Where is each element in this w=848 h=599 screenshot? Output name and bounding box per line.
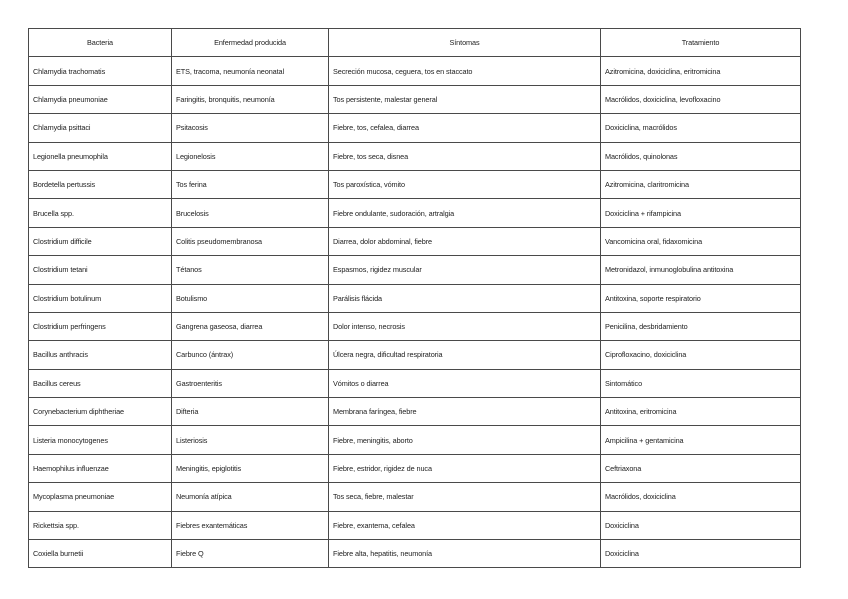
table-row [29,227,801,255]
table-row [29,454,801,482]
cell-bacteria: Clostridium tetani [29,256,172,284]
cell-enfermedad: Neumonía atípica [172,483,329,511]
cell-enfermedad: Tétanos [172,256,329,284]
cell-enfermedad: Difteria [172,398,329,426]
cell-bacteria: Chlamydia psittaci [29,114,172,142]
table-row [29,398,801,426]
cell-sintomas: Secreción mucosa, ceguera, tos en staccato [329,57,601,85]
header-bacteria: Bacteria [29,29,172,57]
cell-tratamiento: Doxiciclina [601,511,801,539]
cell-sintomas: Espasmos, rigidez muscular [329,256,601,284]
cell-bacteria: Bordetella pertussis [29,170,172,198]
cell-sintomas: Fiebre, tos seca, disnea [329,142,601,170]
header-enfermedad: Enfermedad producida [172,29,329,57]
cell-tratamiento: Ciprofloxacino, doxiciclina [601,341,801,369]
cell-tratamiento: Doxiciclina + rifampicina [601,199,801,227]
cell-bacteria: Chlamydia trachomatis [29,57,172,85]
cell-enfermedad: Gangrena gaseosa, diarrea [172,312,329,340]
table-row [29,199,801,227]
cell-sintomas: Fiebre ondulante, sudoración, artralgia [329,199,601,227]
table-body [29,57,801,568]
cell-enfermedad: Meningitis, epiglotitis [172,454,329,482]
cell-tratamiento: Azitromicina, claritromicina [601,170,801,198]
cell-sintomas: Tos paroxística, vómito [329,170,601,198]
cell-enfermedad: ETS, tracoma, neumonía neonatal [172,57,329,85]
cell-sintomas: Fiebre, meningitis, aborto [329,426,601,454]
cell-bacteria: Legionella pneumophila [29,142,172,170]
cell-sintomas: Fiebre, estridor, rigidez de nuca [329,454,601,482]
cell-tratamiento: Penicilina, desbridamiento [601,312,801,340]
cell-enfermedad: Legionelosis [172,142,329,170]
table-row [29,483,801,511]
cell-bacteria: Listeria monocytogenes [29,426,172,454]
header-tratamiento: Tratamiento [601,29,801,57]
cell-enfermedad: Fiebres exantemáticas [172,511,329,539]
header-sintomas: Síntomas [329,29,601,57]
table-row [29,114,801,142]
cell-bacteria: Clostridium perfringens [29,312,172,340]
cell-sintomas: Tos persistente, malestar general [329,85,601,113]
cell-tratamiento: Ceftriaxona [601,454,801,482]
cell-bacteria: Mycoplasma pneumoniae [29,483,172,511]
cell-sintomas: Diarrea, dolor abdominal, fiebre [329,227,601,255]
header-row [29,29,801,57]
cell-tratamiento: Doxiciclina, macrólidos [601,114,801,142]
cell-enfermedad: Gastroenteritis [172,369,329,397]
cell-bacteria: Corynebacterium diphtheriae [29,398,172,426]
table-row [29,511,801,539]
cell-bacteria: Haemophilus influenzae [29,454,172,482]
table-row [29,284,801,312]
cell-bacteria: Bacillus cereus [29,369,172,397]
cell-bacteria: Chlamydia pneumoniae [29,85,172,113]
cell-enfermedad: Brucelosis [172,199,329,227]
cell-sintomas: Parálisis flácida [329,284,601,312]
cell-enfermedad: Faringitis, bronquitis, neumonía [172,85,329,113]
cell-tratamiento: Macrólidos, quinolonas [601,142,801,170]
cell-tratamiento: Antitoxina, eritromicina [601,398,801,426]
cell-bacteria: Clostridium difficile [29,227,172,255]
table-row [29,312,801,340]
table-row [29,426,801,454]
cell-tratamiento: Antitoxina, soporte respiratorio [601,284,801,312]
cell-sintomas: Fiebre alta, hepatitis, neumonía [329,540,601,568]
cell-tratamiento: Vancomicina oral, fidaxomicina [601,227,801,255]
cell-bacteria: Coxiella burnetii [29,540,172,568]
cell-tratamiento: Metronidazol, inmunoglobulina antitoxina [601,256,801,284]
table-row [29,85,801,113]
cell-bacteria: Bacillus anthracis [29,341,172,369]
cell-sintomas: Membrana faríngea, fiebre [329,398,601,426]
table-row [29,540,801,568]
table-row [29,256,801,284]
table-row [29,142,801,170]
cell-tratamiento: Azitromicina, doxiciclina, eritromicina [601,57,801,85]
table-row [29,369,801,397]
cell-bacteria: Rickettsia spp. [29,511,172,539]
cell-enfermedad: Botulismo [172,284,329,312]
table-row [29,341,801,369]
table-header [29,29,801,57]
table-row [29,170,801,198]
bacteria-table [28,28,801,568]
cell-tratamiento: Sintomático [601,369,801,397]
cell-enfermedad: Listeriosis [172,426,329,454]
cell-enfermedad: Fiebre Q [172,540,329,568]
cell-sintomas: Fiebre, tos, cefalea, diarrea [329,114,601,142]
cell-sintomas: Dolor intenso, necrosis [329,312,601,340]
cell-enfermedad: Tos ferina [172,170,329,198]
cell-tratamiento: Ampicilina + gentamicina [601,426,801,454]
cell-sintomas: Vómitos o diarrea [329,369,601,397]
cell-enfermedad: Carbunco (ántrax) [172,341,329,369]
cell-enfermedad: Psitacosis [172,114,329,142]
cell-sintomas: Fiebre, exantema, cefalea [329,511,601,539]
cell-bacteria: Brucella spp. [29,199,172,227]
cell-tratamiento: Macrólidos, doxiciclina [601,483,801,511]
table-row [29,57,801,85]
cell-sintomas: Úlcera negra, dificultad respiratoria [329,341,601,369]
cell-bacteria: Clostridium botulinum [29,284,172,312]
cell-enfermedad: Colitis pseudomembranosa [172,227,329,255]
cell-sintomas: Tos seca, fiebre, malestar [329,483,601,511]
cell-tratamiento: Doxiciclina [601,540,801,568]
cell-tratamiento: Macrólidos, doxiciclina, levofloxacino [601,85,801,113]
